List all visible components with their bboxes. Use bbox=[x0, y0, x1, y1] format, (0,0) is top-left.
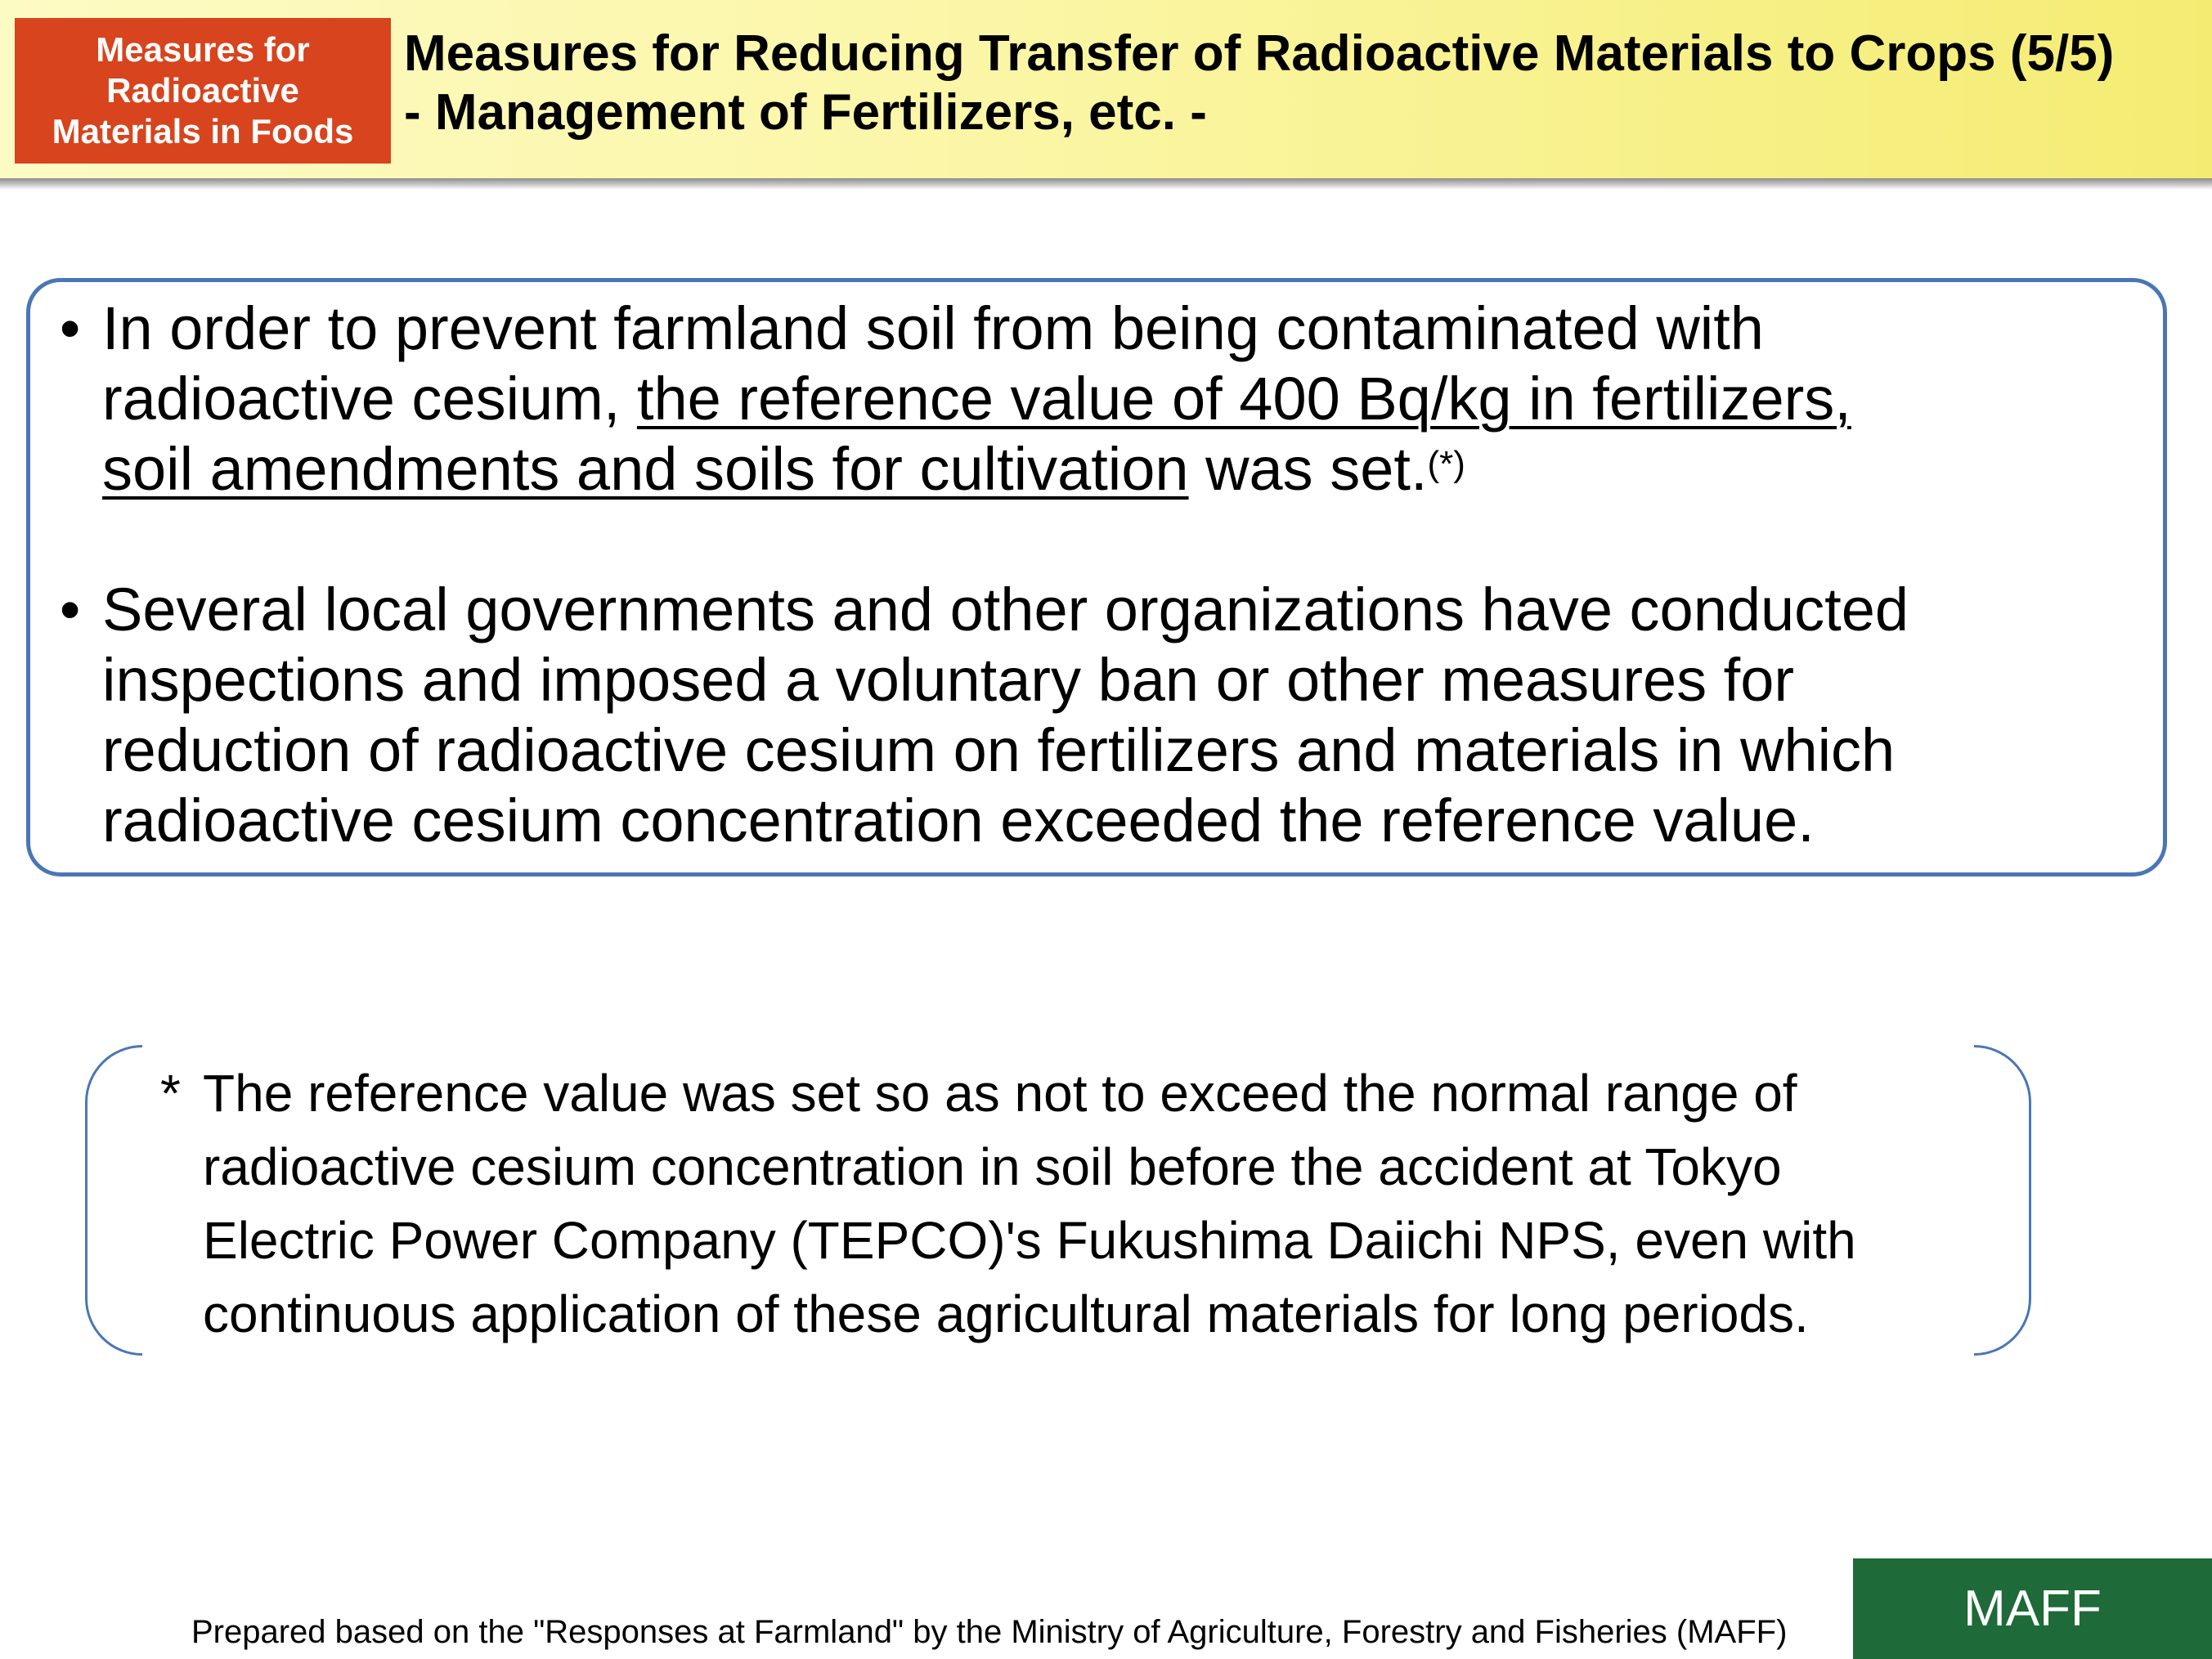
main-content-box bbox=[26, 278, 2167, 877]
bullet-text bbox=[102, 294, 2163, 504]
footnote-line: continuous application of these agricultural materials for long periods. bbox=[203, 1285, 1809, 1343]
bullet-text-underlined: the reference value of 400 Bq/kg in fertilizers, bbox=[636, 365, 1851, 433]
slide-title-line-2: - Management of Fertilizers, etc. - bbox=[404, 84, 1207, 141]
bullet-line: inspections and imposed a voluntary ban or other measures for bbox=[102, 646, 1795, 714]
bullet-dot-icon: • bbox=[60, 577, 81, 643]
bullet-text bbox=[102, 575, 2163, 856]
category-badge bbox=[15, 18, 391, 164]
source-citation: Prepared based on the "Responses at Farmland" by the Ministry of Agriculture, Forestry and Fisheries (MAFF) bbox=[191, 1614, 1788, 1650]
maff-logo: MAFF bbox=[1853, 1558, 2212, 1659]
left-bracket bbox=[85, 1045, 142, 1356]
footnote-text bbox=[203, 1056, 2018, 1351]
footnote-line: The reference value was set so as not to exceed the normal range of bbox=[203, 1064, 1797, 1123]
bullet-dot-icon: • bbox=[60, 296, 81, 361]
bullet-line: Several local governments and other organizations have conducted bbox=[102, 576, 1909, 643]
footnote-mark: * bbox=[160, 1064, 181, 1123]
footnote-reference: (*) bbox=[1427, 444, 1465, 484]
bullet-line: radioactive cesium concentration exceeded the reference value. bbox=[102, 787, 1815, 854]
footnote-line: radioactive cesium concentration in soil before the accident at Tokyo bbox=[203, 1137, 1782, 1196]
bullet-line: In order to prevent farmland soil from being contaminated with bbox=[102, 294, 1764, 362]
category-line-1: Measures for bbox=[96, 30, 310, 69]
footnote-line: Electric Power Company (TEPCO)'s Fukushima Daiichi NPS, even with bbox=[203, 1211, 1856, 1270]
slide-title bbox=[404, 25, 2203, 142]
header-shadow bbox=[0, 178, 2212, 190]
bullet-line bbox=[102, 364, 2163, 434]
bullet-line: reduction of radioactive cesium on fertilizers and materials in which bbox=[102, 716, 1896, 784]
footnote-box bbox=[85, 1045, 2031, 1356]
category-line-3: Materials in Foods bbox=[52, 112, 354, 150]
bullet-text-plain: radioactive cesium, bbox=[102, 365, 637, 433]
bullet-line bbox=[102, 434, 2163, 504]
bullet-text-plain: was set. bbox=[1188, 435, 1428, 503]
slide-header bbox=[0, 0, 2212, 178]
category-line-2: Radioactive bbox=[106, 71, 299, 110]
slide-title-line-1: Measures for Reducing Transfer of Radioactive Materials to Crops (5/5) bbox=[404, 25, 2115, 82]
bullet-text-underlined: soil amendments and soils for cultivation bbox=[102, 435, 1189, 503]
